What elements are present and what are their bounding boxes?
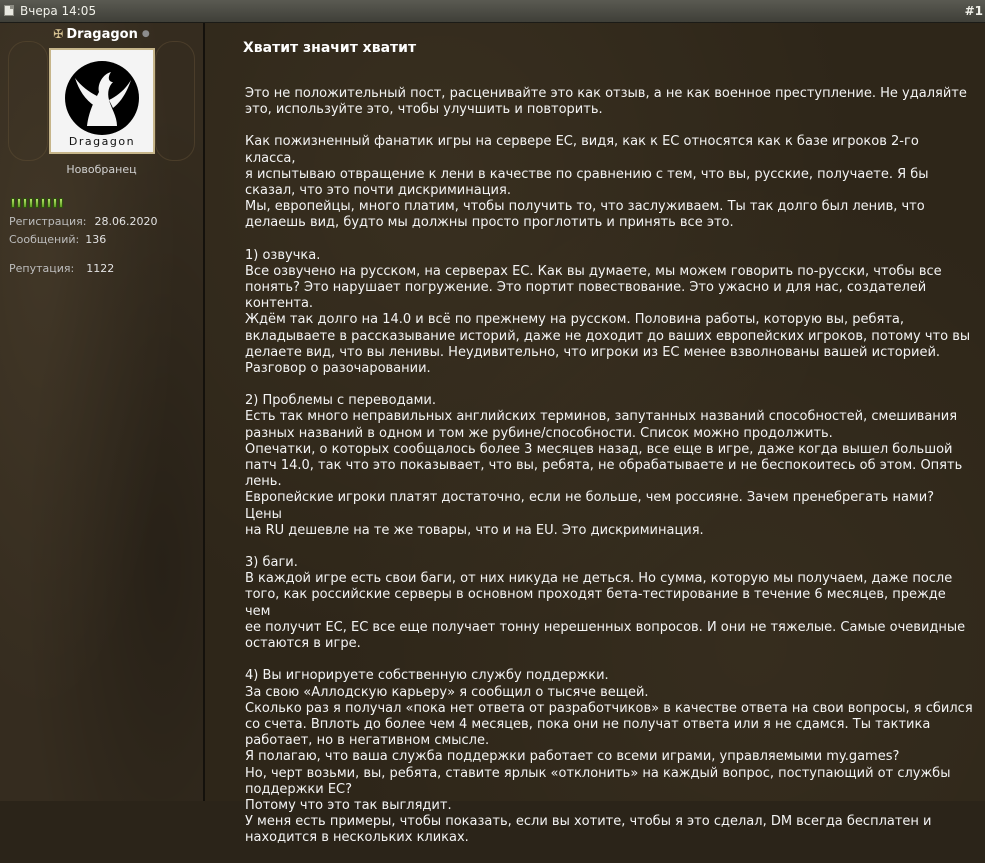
reputation-bar <box>23 198 27 208</box>
rank-emblem-icon: ✠ <box>53 27 64 41</box>
post-line: Опечатки, о которых сообщалось более 3 месяцев назад, все еще в игре, даже когда вышел большой <box>245 441 953 457</box>
post-line: Потому что это так выглядит. <box>245 797 452 813</box>
post-document-icon <box>4 5 14 16</box>
messages-label: Сообщений: <box>9 233 80 246</box>
post-paragraph <box>245 248 973 378</box>
registration-label: Регистрация: <box>9 215 87 228</box>
post-content <box>205 23 985 846</box>
reputation-info <box>9 262 114 275</box>
post-line: 2) Проблемы с переводами. <box>245 393 436 409</box>
post-line: работает, но в негативном смысле. <box>245 733 490 749</box>
author-sidebar <box>0 23 205 801</box>
post-line: За свою «Аллодскую карьеру» я сообщил о тысяче вещей. <box>245 684 649 700</box>
post-line: Я полагаю, что ваша служба поддержки работает со всеми играми, управляемыми my.games? <box>245 749 900 765</box>
post-line: В каждой игре есть свои баги, от них никуда не деться. Но сумма, которую мы получаем, даже после <box>245 571 953 587</box>
post-line: делаешь вид, будто мы должны просто проглотить и принять все это. <box>245 215 734 231</box>
post-line: поддержки ЕС? <box>245 781 353 797</box>
post-date: Вчера 14:05 <box>20 4 97 18</box>
username-link[interactable]: Dragagon <box>66 27 138 42</box>
post-line: патч 14.0, так что это показывает, что вы, ребята, не обрабатываете и не беспокоитесь об этом. Опять <box>245 458 963 474</box>
post-line: Мы, европейцы, много платим, чтобы получить то, что заслуживаем. Ты так долго был ленив, что <box>245 199 925 215</box>
reputation-bar <box>41 198 45 208</box>
post-number-link[interactable]: #1 <box>964 4 983 18</box>
reputation-bar <box>53 198 57 208</box>
post-line: на RU дешевле на те же товары, что и на EU. Это дискриминация. <box>245 522 704 538</box>
decorative-frame-right <box>155 41 195 161</box>
reputation-count: 1122 <box>86 262 115 275</box>
post-paragraph <box>245 134 973 231</box>
post-line: это, используйте это, чтобы улучшить и повторить. <box>245 102 603 118</box>
post-line: 4) Вы игнорируете собственную службу поддержки. <box>245 668 609 684</box>
post-paragraph <box>245 668 973 846</box>
rank-title: Новобранец <box>66 163 137 176</box>
post-line: находится в нескольких кликах. <box>245 830 469 846</box>
reputation-label: Репутация: <box>9 262 75 275</box>
post-line: со счета. Вплоть до более чем 4 месяцев, пока они не получат ответа или я не сдамся. Ты тактика <box>245 716 931 732</box>
post-title: Хватит значит хватит <box>243 40 417 56</box>
registration-info <box>9 215 157 228</box>
post-line: контента. <box>245 296 314 312</box>
reputation-bar <box>47 198 51 208</box>
post-line: понять? Это нарушает погружение. Это портит повествование. Это ужасно и для нас, создателей <box>245 280 927 296</box>
offline-status-icon: ● <box>141 29 150 39</box>
reputation-bar <box>17 198 21 208</box>
decorative-frame-left <box>8 41 48 161</box>
messages-info <box>9 233 106 246</box>
post-line: Но, черт возьми, вы, ребята, ставите ярлык «отклонить» на каждый вопрос, поступающий от службы <box>245 765 951 781</box>
dragon-avatar-image <box>51 50 153 152</box>
post-line: остаются в игре. <box>245 636 361 652</box>
messages-count: 136 <box>85 233 107 246</box>
reputation-bar <box>59 198 63 208</box>
post-line: лень. <box>245 474 282 490</box>
reputation-bar <box>11 198 15 208</box>
post-line: Сколько раз я получал «пока нет ответа от разработчиков» в качестве ответа на свои вопросы, я сбился <box>245 700 973 716</box>
post-paragraph <box>245 393 973 539</box>
post-line: Все озвучено на русском, на серверах ЕС. Как вы думаете, мы можем говорить по-русски, чтобы все <box>245 263 942 279</box>
post-line: Это не положительный пост, расценивайте это как отзыв, а не как военное преступление. Не удаляйте <box>245 86 967 101</box>
post-header <box>0 0 985 23</box>
post-line: разных названий в одном и том же рубине/способности. Список можно продолжить. <box>245 425 833 441</box>
registration-date: 28.06.2020 <box>94 215 158 228</box>
post-line: Разговор о разочаровании. <box>245 361 431 377</box>
post-line: 1) озвучка. <box>245 247 321 263</box>
avatar[interactable] <box>49 48 155 154</box>
reputation-bar <box>35 198 39 208</box>
post-line: я испытываю отвращение к лени в качестве по сравнению с тем, что вы, русские, получаете. Я бы <box>245 166 929 182</box>
post-line: вкладываете в рассказывание историй, даже не доходит до ваших европейских игроков, потому что вы <box>245 328 971 344</box>
post-line: Ждём так долго на 14.0 и всё по прежнему на русском. Половина работы, которую вы, ребята, <box>245 312 905 328</box>
post-paragraph <box>245 555 973 652</box>
post-line: ее получит ЕС, ЕС все еще получает тонну нерешенных вопросов. И они не тяжелые. Самые очевидные <box>245 619 966 635</box>
post-line: сказал, что это почти дискриминация. <box>245 183 511 199</box>
post-line: Как пожизненный фанатик игры на сервере ЕС, видя, как к ЕС относятся как к базе игроков 2-го класса, <box>245 134 919 166</box>
post-line: У меня есть примеры, чтобы показать, если вы хотите, чтобы я это сделал, DM всегда бесплатен и <box>245 814 932 830</box>
avatar-logo-text: Dragagon <box>68 135 136 148</box>
post-line: Есть так много неправильных английских терминов, запутанных названий способностей, смешивания <box>245 409 958 425</box>
post-line: Европейские игроки платят достаточно, если не больше, чем россияне. Зачем пренебрегать нами? Цены <box>245 490 935 522</box>
post-paragraph <box>245 86 973 118</box>
post-line: того, как российские серверы в основном проходят бета-тестирование в течение 6 месяцев, прежде чем <box>245 587 946 619</box>
post-line: делаете вид, что вы ленивы. Неудивительно, что игроки из ЕС менее взволнованы вашей историей. <box>245 344 941 360</box>
reputation-level-bars <box>11 198 63 208</box>
reputation-bar <box>29 198 33 208</box>
post-body <box>245 86 973 863</box>
username-row <box>0 27 203 45</box>
post-line: 3) баги. <box>245 555 298 571</box>
